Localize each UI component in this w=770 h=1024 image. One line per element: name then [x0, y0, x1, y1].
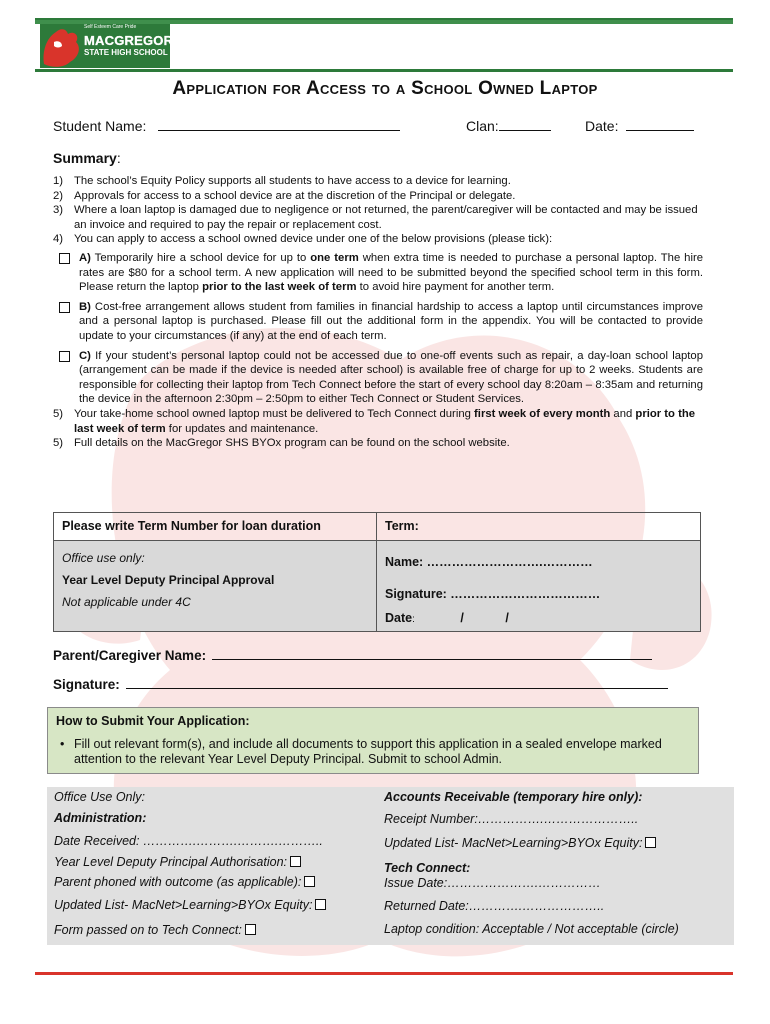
- how-to-submit-box: [47, 707, 699, 774]
- date-received-field[interactable]: Date Received: ………….……….……….………..: [54, 834, 323, 848]
- term-number-heading: Please write Term Number for loan duration: [54, 513, 377, 541]
- clan-label: Clan:: [466, 118, 499, 134]
- office-approval-cell: [54, 541, 377, 631]
- accounts-receivable-title: Accounts Receivable (temporary hire only):: [384, 790, 643, 804]
- term-field[interactable]: Term:: [377, 513, 700, 541]
- approval-label: Year Level Deputy Principal Approval: [62, 573, 275, 587]
- list-item: 4) You can apply to access a school owned device under one of the below provisions (please tick):: [53, 233, 553, 246]
- bottom-rule: [35, 972, 733, 975]
- updated-list-accounts-checkbox[interactable]: [645, 837, 656, 848]
- parent-name-field[interactable]: [53, 648, 652, 663]
- list-item: 5) Your take-home school owned laptop must be delivered to Tech Connect during first week of every month and prior to the last week of term for updates and maintenance.: [53, 407, 696, 435]
- approver-signature-field[interactable]: Signature: ………………………………: [385, 587, 601, 601]
- deputy-authorisation-item: Year Level Deputy Principal Authorisation:: [54, 855, 301, 869]
- option-c: C) If your student’s personal laptop could not be accessed due to one-off events such as repair, a day-loan school laptop (arrangement can be made if the device is needed after school) is available free of charge for up to 2 weeks. Students are responsible for collecting their laptop from Tech Connect before the start of every school day 8:20am – 8:35am and returning the device in the afternoon 2:30pm – 2:50pm to either Tech Connect or Student Services.: [59, 349, 703, 407]
- laptop-condition-field[interactable]: Laptop condition: Acceptable / Not acceptable (circle): [384, 922, 679, 936]
- option-a: A) Temporarily hire a school device for up to one term when extra time is needed to purchase a personal laptop. The hire rates are $80 for a school term. A new application will need to be submitted beyond the specified school term in this form. Please return the laptop prior to the last week of term to avoid hire payment for another term.: [59, 251, 703, 295]
- list-item: 3) Where a loan laptop is damaged due to negligence or not returned, the parent/caregiver will be contacted and may be issued an invoice and required to pay the repair or replacement cost.: [53, 204, 698, 231]
- list-item: 1) The school’s Equity Policy supports all students to have access to a device for learning.: [53, 175, 511, 187]
- how-to-submit-item: • Fill out relevant form(s), and include all documents to support this application in a sealed envelope marked attention to the relevant Year Level Deputy Principal. Submit to school Admin.: [60, 737, 662, 766]
- list-item: 2) Approvals for access to a school device are at the discretion of the Principal or delegate.: [53, 189, 516, 202]
- summary-heading: Summary:: [53, 150, 121, 166]
- office-use-only-label: Office Use Only:: [54, 790, 145, 804]
- parent-phoned-item: Parent phoned with outcome (as applicable):: [54, 875, 315, 889]
- school-tagline: Self Esteem Care Pride: [84, 24, 137, 30]
- student-name-field[interactable]: [53, 118, 400, 134]
- office-use-label: Office use only:: [62, 551, 145, 565]
- approval-date-field[interactable]: Date: / /: [385, 611, 509, 625]
- option-c-checkbox[interactable]: [59, 351, 70, 362]
- administration-label: Administration:: [54, 811, 147, 825]
- updated-list-admin-checkbox[interactable]: [315, 899, 326, 910]
- date-blank[interactable]: [626, 119, 694, 131]
- clan-blank[interactable]: [499, 119, 551, 131]
- summary-list: [53, 174, 703, 451]
- student-name-label: Student Name:: [53, 118, 147, 134]
- approver-name-field[interactable]: Name: ……………………….…………: [385, 555, 593, 569]
- parent-signature-field[interactable]: [53, 677, 668, 692]
- parent-name-label: Parent/Caregiver Name:: [53, 648, 207, 663]
- office-use-box: [47, 787, 734, 945]
- clan-field[interactable]: [466, 118, 551, 134]
- list-item: 5) Full details on the MacGregor SHS BYOx program can be found on the school website.: [53, 437, 510, 450]
- updated-list-accounts-item: Updated List- MacNet>Learning>BYOx Equity:: [384, 836, 656, 850]
- option-b-checkbox[interactable]: [59, 302, 70, 313]
- date-label: Date:: [585, 118, 619, 134]
- page-title: Application for Access to a School Owned Laptop: [172, 78, 598, 99]
- receipt-number-field[interactable]: Receipt Number:…………….…………………..: [384, 812, 639, 826]
- returned-date-field[interactable]: Returned Date:………….………………..: [384, 899, 605, 913]
- school-sub-name: STATE HIGH SCHOOL: [84, 48, 168, 57]
- updated-list-admin-item: Updated List- MacNet>Learning>BYOx Equity:: [54, 898, 326, 912]
- not-applicable-note: Not applicable under 4C: [62, 595, 191, 609]
- parent-name-blank[interactable]: [212, 648, 652, 660]
- option-a-checkbox[interactable]: [59, 253, 70, 264]
- form-passed-item: Form passed on to Tech Connect:: [54, 923, 256, 937]
- school-logo: [40, 24, 174, 68]
- tech-connect-label: Tech Connect:: [384, 861, 471, 875]
- parent-signature-label: Signature:: [53, 677, 120, 692]
- approval-signoff-cell: [377, 541, 700, 631]
- student-name-blank[interactable]: [158, 119, 400, 131]
- date-field[interactable]: [585, 118, 694, 134]
- deputy-authorisation-checkbox[interactable]: [290, 856, 301, 867]
- parent-phoned-checkbox[interactable]: [304, 876, 315, 887]
- issue-date-field[interactable]: Issue Date:………………….……………: [384, 876, 601, 890]
- parent-signature-blank[interactable]: [126, 677, 668, 689]
- school-name: MACGREGOR: [84, 33, 174, 48]
- how-to-submit-title: How to Submit Your Application:: [56, 714, 250, 728]
- option-b: B) Cost-free arrangement allows student from families in financial hardship to access a laptop until circumstances improve and a personal laptop is purchased. Please fill out the additional form in the appendix. You will be contacted to provide update to your circumstances (if any) at the end of each term.: [59, 300, 703, 344]
- term-table: [53, 512, 701, 632]
- form-passed-checkbox[interactable]: [245, 924, 256, 935]
